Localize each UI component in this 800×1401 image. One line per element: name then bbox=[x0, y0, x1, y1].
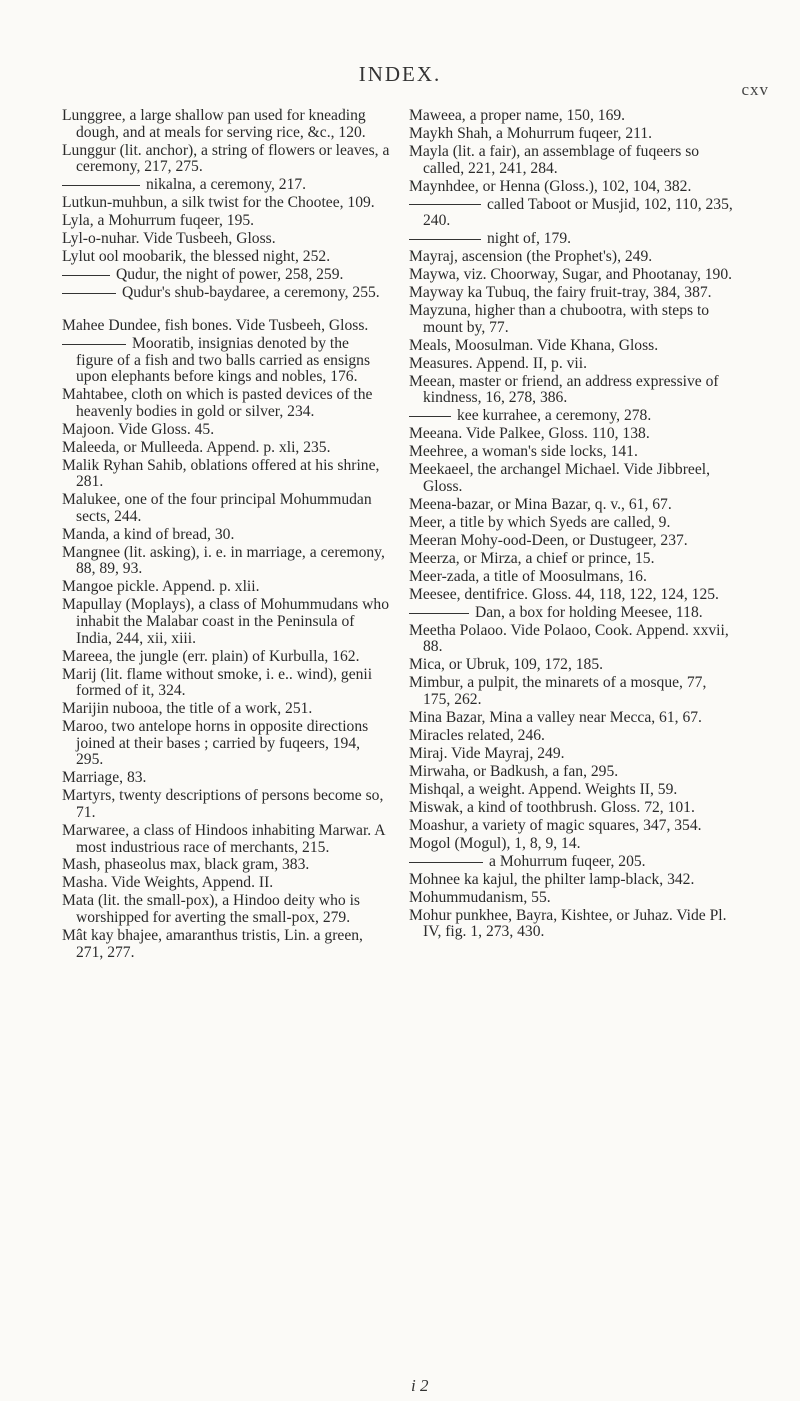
index-entry bbox=[409, 890, 737, 907]
index-entry bbox=[62, 701, 390, 718]
index-entry-text: Malukee, one of the four principal Mohummudan sects, 244. bbox=[62, 491, 372, 525]
index-entry-text: Miswak, a kind of toothbrush. Gloss. 72, 101. bbox=[409, 798, 695, 816]
index-entry-text: Manda, a kind of bread, 30. bbox=[62, 525, 235, 543]
index-entry-text: Lyla, a Mohurrum fuqeer, 195. bbox=[62, 212, 255, 230]
index-entry bbox=[409, 818, 737, 835]
index-entry bbox=[62, 928, 390, 961]
index-entry-text: Masha. Vide Weights, Append. II. bbox=[62, 874, 274, 892]
index-entry bbox=[62, 527, 390, 544]
index-entry bbox=[62, 875, 390, 892]
index-entry-text: nikalna, a ceremony, 217. bbox=[146, 176, 307, 194]
index-entry bbox=[409, 144, 737, 177]
index-entry-text: Mimbur, a pulpit, the minarets of a mosque, 77, 175, 262. bbox=[409, 674, 707, 708]
index-entry bbox=[62, 597, 390, 647]
index-entry bbox=[409, 836, 737, 853]
ditto-rule bbox=[409, 416, 451, 417]
index-entry bbox=[409, 675, 737, 708]
index-entry-text: Maroo, two antelope horns in opposite directions joined at their bases ; carried by fuqeers, 194, 295. bbox=[62, 718, 369, 769]
index-entry-text: Qudur's shub-baydaree, a ceremony, 255. bbox=[122, 284, 380, 302]
index-entry-text: Mahee Dundee, fish bones. Vide Tusbeeh, Gloss. bbox=[62, 317, 369, 335]
index-entry-text: Maweea, a proper name, 150, 169. bbox=[409, 107, 626, 124]
index-entry-text: Mica, or Ubruk, 109, 172, 185. bbox=[409, 656, 604, 674]
index-entry bbox=[62, 857, 390, 874]
running-head-title: INDEX. bbox=[358, 62, 442, 86]
index-entry-text: Martyrs, twenty descriptions of persons become so, 71. bbox=[62, 787, 384, 821]
index-entry-text: Lylut ool moobarik, the blessed night, 252. bbox=[62, 248, 331, 266]
page-number: cxv bbox=[741, 80, 769, 99]
index-entry-text: Meekaeel, the archangel Michael. Vide Jibbreel, Gloss. bbox=[409, 461, 710, 495]
index-entry bbox=[409, 426, 737, 443]
index-entry bbox=[62, 667, 390, 700]
index-entry bbox=[62, 143, 390, 176]
index-entry bbox=[409, 587, 737, 604]
index-entry bbox=[62, 422, 390, 439]
index-entry bbox=[409, 197, 737, 230]
index-entry-text: Meeana. Vide Palkee, Gloss. 110, 138. bbox=[409, 425, 650, 443]
index-entry bbox=[62, 649, 390, 666]
index-entry-text: Marij (lit. flame without smoke, i. e.. wind), genii formed of it, 324. bbox=[62, 665, 373, 700]
index-entry bbox=[409, 854, 737, 871]
index-entry-text: Maywa, viz. Choorway, Sugar, and Phootanay, 190. bbox=[409, 266, 733, 284]
index-entry-text: Lutkun-muhbun, a silk twist for the Chootee, 109. bbox=[62, 194, 375, 212]
index-entry-text: Meesee, dentifrice. Gloss. 44, 118, 122, 124, 125. bbox=[409, 585, 719, 603]
index-entry-text: Mayla (lit. a fair), an assemblage of fuqeers so called, 221, 241, 284. bbox=[409, 142, 700, 177]
index-entry bbox=[409, 231, 737, 248]
index-entry-text: Mishqal, a weight. Append. Weights II, 59. bbox=[409, 780, 678, 798]
index-entry-text: Lunggur (lit. anchor), a string of flowers or leaves, a ceremony, 217, 275. bbox=[62, 141, 390, 176]
index-entry bbox=[409, 338, 737, 355]
index-entry-text: Meals, Moosulman. Vide Khana, Gloss. bbox=[409, 336, 659, 354]
index-entry-text: Moashur, a variety of magic squares, 347, 354. bbox=[409, 816, 702, 834]
index-entry bbox=[409, 746, 737, 763]
ditto-rule bbox=[409, 239, 481, 240]
index-entry-text: Miraj. Vide Mayraj, 249. bbox=[409, 744, 565, 762]
index-entry-text: Qudur, the night of power, 258, 259. bbox=[116, 266, 344, 284]
index-entry-text: Mogol (Mogul), 1, 8, 9, 14. bbox=[409, 834, 581, 852]
index-column-right bbox=[409, 108, 737, 942]
index-entry-text: Meean, master or friend, an address expressive of kindness, 16, 278, 386. bbox=[409, 372, 719, 407]
index-entry-text: Lunggree, a large shallow pan used for kneading dough, and at meals for serving rice, &c., 120. bbox=[62, 107, 366, 141]
index-entry-text: Mayzuna, higher than a chubootra, with steps to mount by, 77. bbox=[409, 302, 710, 336]
index-entry bbox=[62, 440, 390, 457]
ditto-rule bbox=[62, 293, 116, 294]
index-entry-text: kee kurrahee, a ceremony, 278. bbox=[457, 407, 652, 425]
index-entry bbox=[62, 231, 390, 248]
index-entry-text: Mash, phaseolus max, black gram, 383. bbox=[62, 856, 310, 874]
index-entry-text: Mayway ka Tubuq, the fairy fruit-tray, 384, 387. bbox=[409, 284, 712, 302]
index-entry bbox=[62, 545, 390, 578]
index-entry-text: Maleeda, or Mulleeda. Append. p. xli, 235. bbox=[62, 438, 331, 456]
index-entry bbox=[62, 823, 390, 856]
ditto-rule bbox=[409, 613, 469, 614]
index-entry bbox=[409, 764, 737, 781]
index-entry bbox=[62, 893, 390, 926]
index-entry bbox=[62, 770, 390, 787]
index-entry-text: Meer-zada, a title of Moosulmans, 16. bbox=[409, 567, 647, 585]
index-entry-text: Mina Bazar, Mina a valley near Mecca, 61, 67. bbox=[409, 708, 702, 726]
index-entry-text: Measures. Append. II, p. vii. bbox=[409, 354, 587, 372]
index-entry bbox=[409, 872, 737, 889]
index-entry-text: Mohnee ka kajul, the philter lamp-black, 342. bbox=[409, 870, 695, 888]
index-entry bbox=[409, 551, 737, 568]
index-entry bbox=[62, 458, 390, 491]
index-entry-text: Mirwaha, or Badkush, a fan, 295. bbox=[409, 762, 619, 780]
index-entry bbox=[409, 605, 737, 622]
index-entry bbox=[62, 318, 390, 335]
index-entry-text: Mooratib, insignias denoted by the figure of a fish and two balls carried as ensigns upon elephants before kings and nobles, 176. bbox=[76, 335, 371, 386]
index-entry bbox=[409, 249, 737, 266]
index-entry bbox=[62, 336, 390, 386]
index-entry bbox=[62, 579, 390, 596]
index-entry-text: called Taboot or Musjid, 102, 110, 235, 240. bbox=[423, 195, 733, 230]
index-entry bbox=[409, 462, 737, 495]
index-entry bbox=[409, 657, 737, 674]
index-entry bbox=[409, 782, 737, 799]
index-entry-text: Meena-bazar, or Mina Bazar, q. v., 61, 67. bbox=[409, 495, 672, 513]
index-entry bbox=[62, 719, 390, 769]
index-entry bbox=[409, 569, 737, 586]
index-entry bbox=[62, 285, 390, 302]
ditto-rule bbox=[62, 344, 126, 345]
index-entry-text: Mareea, the jungle (err. plain) of Kurbulla, 162. bbox=[62, 647, 360, 665]
index-entry-text: Marriage, 83. bbox=[62, 769, 147, 787]
ditto-rule bbox=[62, 275, 110, 276]
index-entry bbox=[409, 126, 737, 143]
index-entry bbox=[409, 800, 737, 817]
index-entry bbox=[62, 492, 390, 525]
index-entry bbox=[409, 108, 737, 125]
index-entry-text: Dan, a box for holding Meesee, 118. bbox=[475, 603, 703, 621]
index-entry bbox=[409, 285, 737, 302]
index-entry-text: Mangnee (lit. asking), i. e. in marriage, a ceremony, 88, 89, 93. bbox=[62, 543, 385, 578]
index-entry-text: Marwaree, a class of Hindoos inhabiting Marwar. A most industrious race of merchants, 215. bbox=[62, 821, 385, 856]
index-entry bbox=[62, 108, 390, 141]
ditto-rule bbox=[409, 204, 481, 205]
index-entry bbox=[62, 249, 390, 266]
index-entry-text: Majoon. Vide Gloss. 45. bbox=[62, 420, 215, 438]
index-entry bbox=[409, 267, 737, 284]
index-entry bbox=[409, 374, 737, 407]
index-entry-text: Lyl-o-nuhar. Vide Tusbeeh, Gloss. bbox=[62, 230, 276, 248]
index-entry-text: Miracles related, 246. bbox=[409, 726, 545, 744]
index-entry-text: Meehree, a woman's side locks, 141. bbox=[409, 443, 638, 461]
index-entry bbox=[409, 728, 737, 745]
index-entry-text: night of, 179. bbox=[487, 230, 572, 248]
index-entry-text: Maynhdee, or Henna (Gloss.), 102, 104, 382. bbox=[409, 177, 692, 195]
index-entry-text: Mangoe pickle. Append. p. xlii. bbox=[62, 578, 260, 596]
index-entry bbox=[409, 179, 737, 196]
index-entry-text: Meerza, or Mirza, a chief or prince, 15. bbox=[409, 549, 655, 567]
index-entry bbox=[409, 497, 737, 514]
index-entry-text: Meetha Polaoo. Vide Polaoo, Cook. Append. xxvii, 88. bbox=[409, 621, 729, 656]
index-entry-text: Mayraj, ascension (the Prophet's), 249. bbox=[409, 248, 653, 266]
index-entry bbox=[409, 908, 737, 941]
index-entry-text: Mahtabee, cloth on which is pasted devices of the heavenly bodies in gold or silver, 234. bbox=[62, 386, 373, 420]
index-entry-text: Meer, a title by which Syeds are called, 9. bbox=[409, 513, 671, 531]
index-entry bbox=[62, 788, 390, 821]
index-entry bbox=[62, 177, 390, 194]
ditto-rule bbox=[62, 185, 140, 186]
index-column-left bbox=[62, 108, 390, 963]
index-entry bbox=[62, 195, 390, 212]
index-entry-text: Mohur punkhee, Bayra, Kishtee, or Juhaz. Vide Pl. IV, fig. 1, 273, 430. bbox=[409, 906, 727, 941]
signature-mark: i 2 bbox=[411, 1376, 429, 1395]
index-entry bbox=[409, 533, 737, 550]
ditto-rule bbox=[409, 862, 483, 863]
index-entry bbox=[409, 303, 737, 336]
index-entry bbox=[62, 213, 390, 230]
index-entry bbox=[409, 444, 737, 461]
index-entry bbox=[409, 710, 737, 727]
index-entry bbox=[62, 267, 390, 284]
index-entry bbox=[409, 623, 737, 656]
index-entry-text: Mapullay (Moplays), a class of Mohummudans who inhabit the Malabar coast in the Peninsula of India, 244, xii, xiii. bbox=[62, 596, 389, 647]
index-entry-text: a Mohurrum fuqeer, 205. bbox=[489, 852, 646, 870]
index-entry-text: Mohummudanism, 55. bbox=[409, 888, 551, 906]
index-entry-text: Maykh Shah, a Mohurrum fuqeer, 211. bbox=[409, 124, 653, 142]
index-entry-text: Meeran Mohy-ood-Deen, or Dustugeer, 237. bbox=[409, 531, 688, 549]
index-entry bbox=[409, 408, 737, 425]
index-entry-text: Mata (lit. the small-pox), a Hindoo deity who is worshipped for averting the small-pox, 279. bbox=[62, 892, 360, 927]
section-gap bbox=[62, 303, 390, 318]
index-entry-text: Malik Ryhan Sahib, oblations offered at his shrine, 281. bbox=[62, 456, 380, 491]
index-entry bbox=[409, 515, 737, 532]
index-entry bbox=[62, 387, 390, 420]
index-entry-text: Marijin nubooa, the title of a work, 251. bbox=[62, 700, 313, 718]
index-entry-text: Mât kay bhajee, amaranthus tristis, Lin. a green, 271, 277. bbox=[62, 927, 363, 961]
index-entry bbox=[409, 356, 737, 373]
